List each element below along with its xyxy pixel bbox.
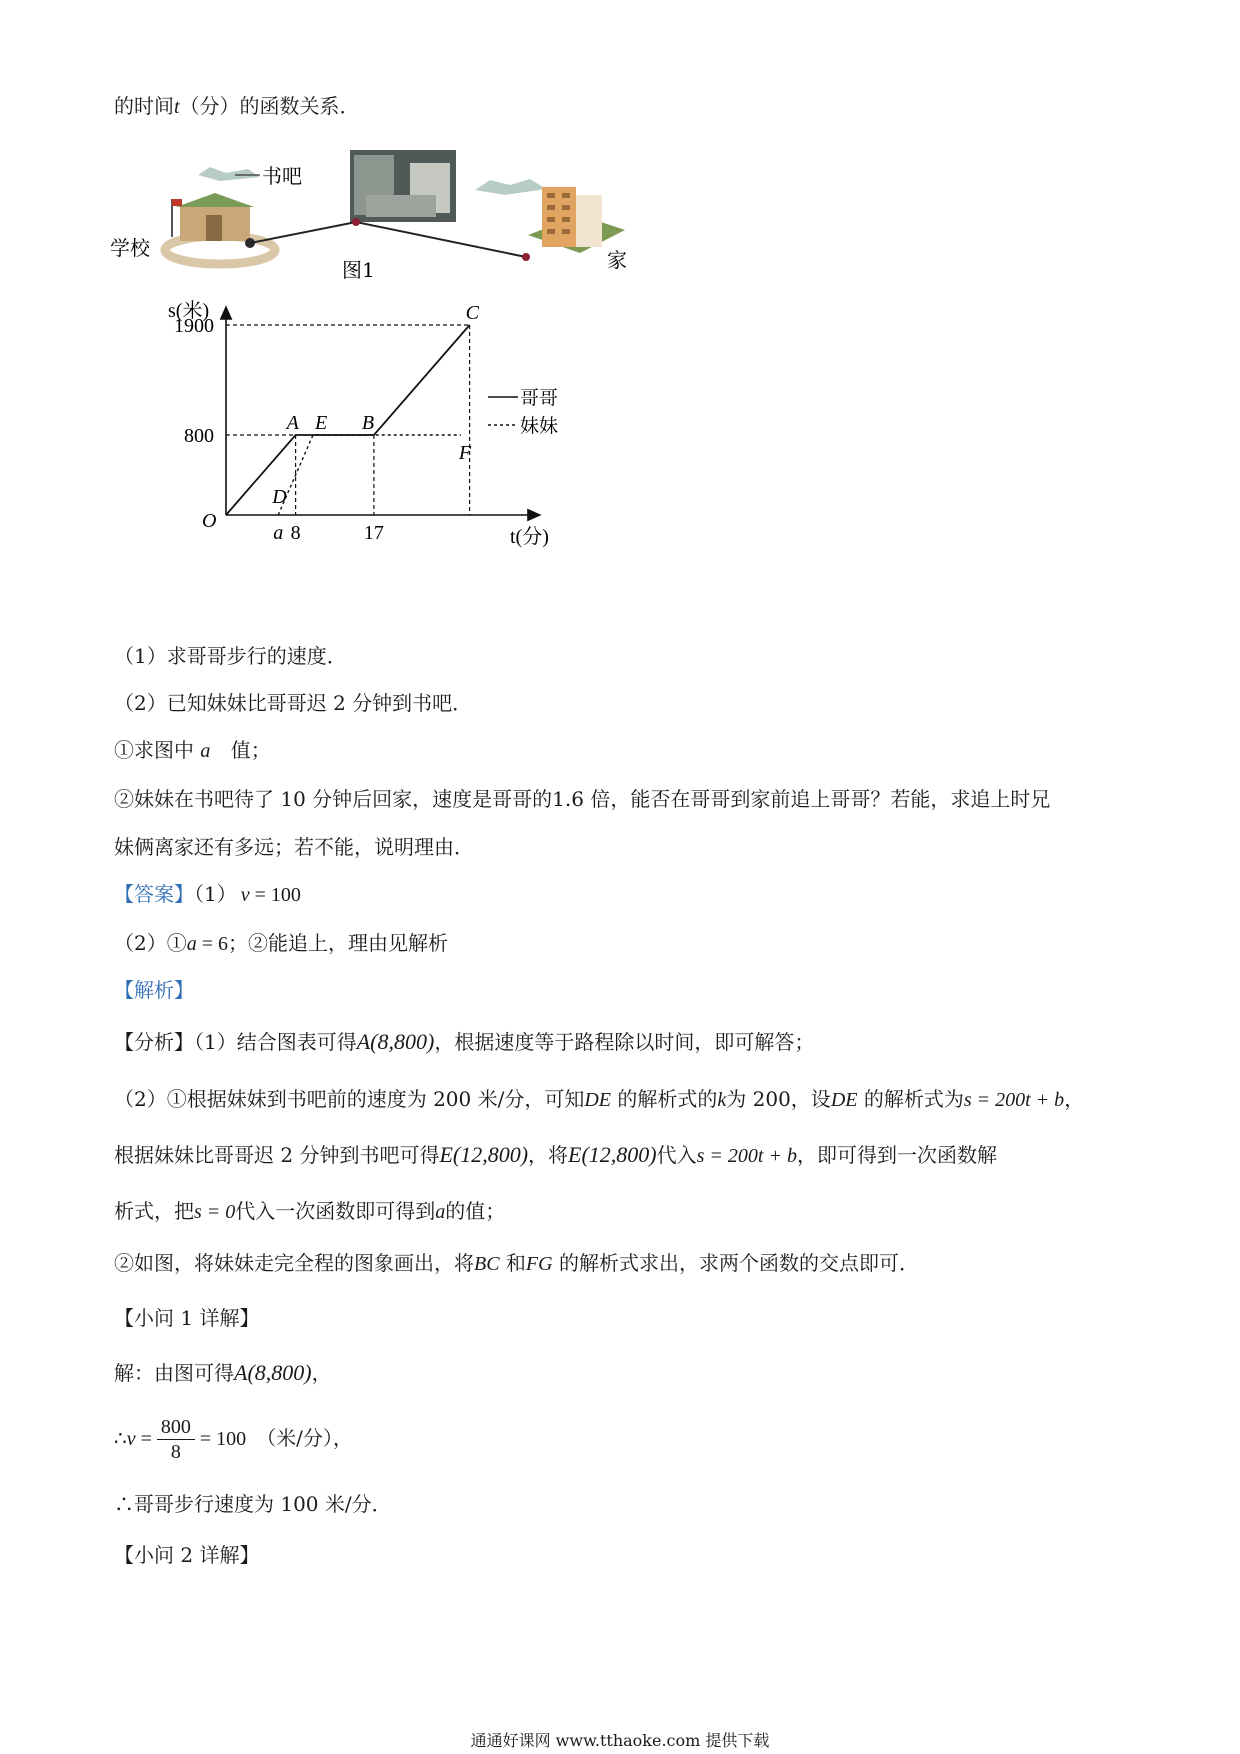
text: （2）①根据妹妹到书吧前的速度为 200 米/分，可知 <box>114 1087 585 1111</box>
analysis-tag: 【解析】 <box>114 978 194 1002</box>
text: 值； <box>230 738 271 762</box>
point-B-label: B <box>361 412 375 434</box>
cloud-icon <box>198 167 260 181</box>
label-bar: 书吧 <box>262 164 302 188</box>
analysis-2-line4 <box>114 1249 919 1278</box>
math-var: FG <box>525 1253 553 1275</box>
origin-label: O <box>202 510 217 532</box>
fenxi-tag: 【分析】 <box>114 1030 194 1054</box>
math-var: k <box>717 1089 727 1111</box>
numerator: 800 <box>157 1415 195 1440</box>
question-1: （1）求哥哥步行的速度． <box>114 644 347 668</box>
x-axis-label: t(分) <box>510 526 549 548</box>
math-expr: s = 200t + b <box>963 1089 1065 1111</box>
question-2-2-line2: 妹俩离家还有多远；若不能，说明理由． <box>114 835 474 859</box>
text: 析式，把 <box>114 1199 194 1223</box>
point-F-label: F <box>458 442 472 464</box>
y-axis-label: s(米) <box>168 300 210 322</box>
x-tick-8: 8 <box>290 522 301 544</box>
text: （2）① <box>114 931 187 955</box>
bookbar-photo <box>350 150 456 222</box>
math-expr: s = 0 <box>194 1201 236 1223</box>
math-expr: s = 200t + b <box>696 1145 797 1167</box>
intro-tail <box>114 92 360 121</box>
point-C-label: C <box>465 302 479 324</box>
math-expr: A(8,800) <box>356 1029 435 1054</box>
math-var: BC <box>474 1253 500 1275</box>
fraction <box>157 1415 195 1464</box>
math-expr: E(12,800) <box>568 1142 657 1167</box>
answer-line-1 <box>114 880 301 909</box>
label-home: 家 <box>607 248 627 272</box>
math-var: DE <box>584 1089 612 1111</box>
math-var: a <box>200 740 211 762</box>
text: ，根据速度等于路程除以时间，即可解答； <box>434 1030 815 1054</box>
math-var: a <box>435 1201 446 1223</box>
cloud-icon <box>475 179 546 195</box>
math-expr: = 100 <box>249 884 301 906</box>
math-var: v <box>240 884 250 906</box>
sub-question-2-heading: 【小问 2 详解】 <box>114 1543 260 1567</box>
text: 的解析式为 <box>857 1087 964 1111</box>
math-var: DE <box>830 1089 858 1111</box>
home-icon <box>528 187 625 253</box>
text: ，将 <box>528 1143 569 1167</box>
text: ，即可得到一次函数解 <box>796 1143 997 1167</box>
text: 解：由图可得 <box>114 1361 234 1385</box>
math-var: t <box>174 96 180 118</box>
analysis-2-line3 <box>114 1197 505 1226</box>
text: 和 <box>499 1251 526 1275</box>
analysis-2-line1 <box>114 1085 1084 1114</box>
x-tick-17: 17 <box>363 522 384 544</box>
math-expr: = <box>135 1428 157 1450</box>
text: （1） <box>194 882 237 906</box>
text: 根据妹妹比哥哥迟 2 分钟到书吧可得 <box>114 1143 440 1167</box>
velocity-calc <box>114 1410 353 1467</box>
point-A-label: A <box>286 412 299 434</box>
distance-time-chart <box>168 300 650 615</box>
sub-question-1-heading: 【小问 1 详解】 <box>114 1306 260 1330</box>
text: ， <box>311 1361 332 1385</box>
text: 代入 <box>656 1143 697 1167</box>
conclusion: ∴哥哥步行速度为 100 米/分． <box>114 1492 392 1516</box>
fenxi-line <box>114 1028 814 1056</box>
route-illustration <box>110 155 710 315</box>
therefore-symbol: ∴ <box>114 1426 127 1450</box>
question-2-2-line1: ②妹妹在书吧待了 10 分钟后回家，速度是哥哥的1.6 倍，能否在哥哥到家前追上哥哥？若能，求追上时兄 <box>114 787 1051 811</box>
text: 的解析式求出，求两个函数的交点即可． <box>552 1251 919 1275</box>
solution-line <box>114 1359 332 1387</box>
route-line <box>250 222 526 257</box>
y-tick-800: 800 <box>184 425 214 447</box>
text: 的解析式的 <box>611 1087 718 1111</box>
school-icon <box>165 193 275 264</box>
answer-tag: 【答案】 <box>114 882 194 906</box>
answer-line-2 <box>114 929 448 958</box>
label-school: 学校 <box>110 236 150 260</box>
text: 为 200，设 <box>726 1087 831 1111</box>
text: （1）结合图表可得 <box>194 1030 357 1054</box>
point-D-label: D <box>272 486 287 508</box>
math-expr: E(12,800) <box>439 1142 529 1167</box>
text: （分）的函数关系． <box>179 94 360 118</box>
series-sister-line <box>278 435 461 515</box>
math-var: a <box>186 933 197 955</box>
text: ， <box>1064 1087 1085 1111</box>
question-2: （2）已知妹妹比哥哥迟 2 分钟到书吧． <box>114 691 473 715</box>
legend-brother-label: 哥哥 <box>520 387 559 409</box>
analysis-2-line2 <box>114 1141 997 1170</box>
x-tick-a: a <box>273 522 284 544</box>
point-E-label: E <box>315 412 328 434</box>
math-var: v <box>126 1428 136 1450</box>
y-tick-1900: 1900 <box>174 315 214 337</box>
math-expr: = 100 <box>194 1428 247 1450</box>
denominator: 8 <box>170 1441 181 1463</box>
text: ；②能追上，理由见解析 <box>228 931 449 955</box>
series-brother-line <box>226 325 470 515</box>
unit: （米/分）， <box>256 1426 353 1450</box>
math-expr: = 6 <box>196 933 229 955</box>
math-expr: A(8,800) <box>234 1360 312 1385</box>
figure-caption: 图1 <box>342 258 375 282</box>
question-2-1 <box>114 736 271 765</box>
text: 代入一次函数即可得到 <box>235 1199 436 1223</box>
text: 的时间 <box>114 94 174 118</box>
text: ②如图，将妹妹走完全程的图象画出，将 <box>114 1251 474 1275</box>
legend-sister-label: 妹妹 <box>520 415 559 437</box>
text: 的值； <box>445 1199 506 1223</box>
footer: 通通好课网 www.tthaoke.com 提供下载 <box>470 1731 770 1750</box>
text: ①求图中 <box>114 738 194 762</box>
